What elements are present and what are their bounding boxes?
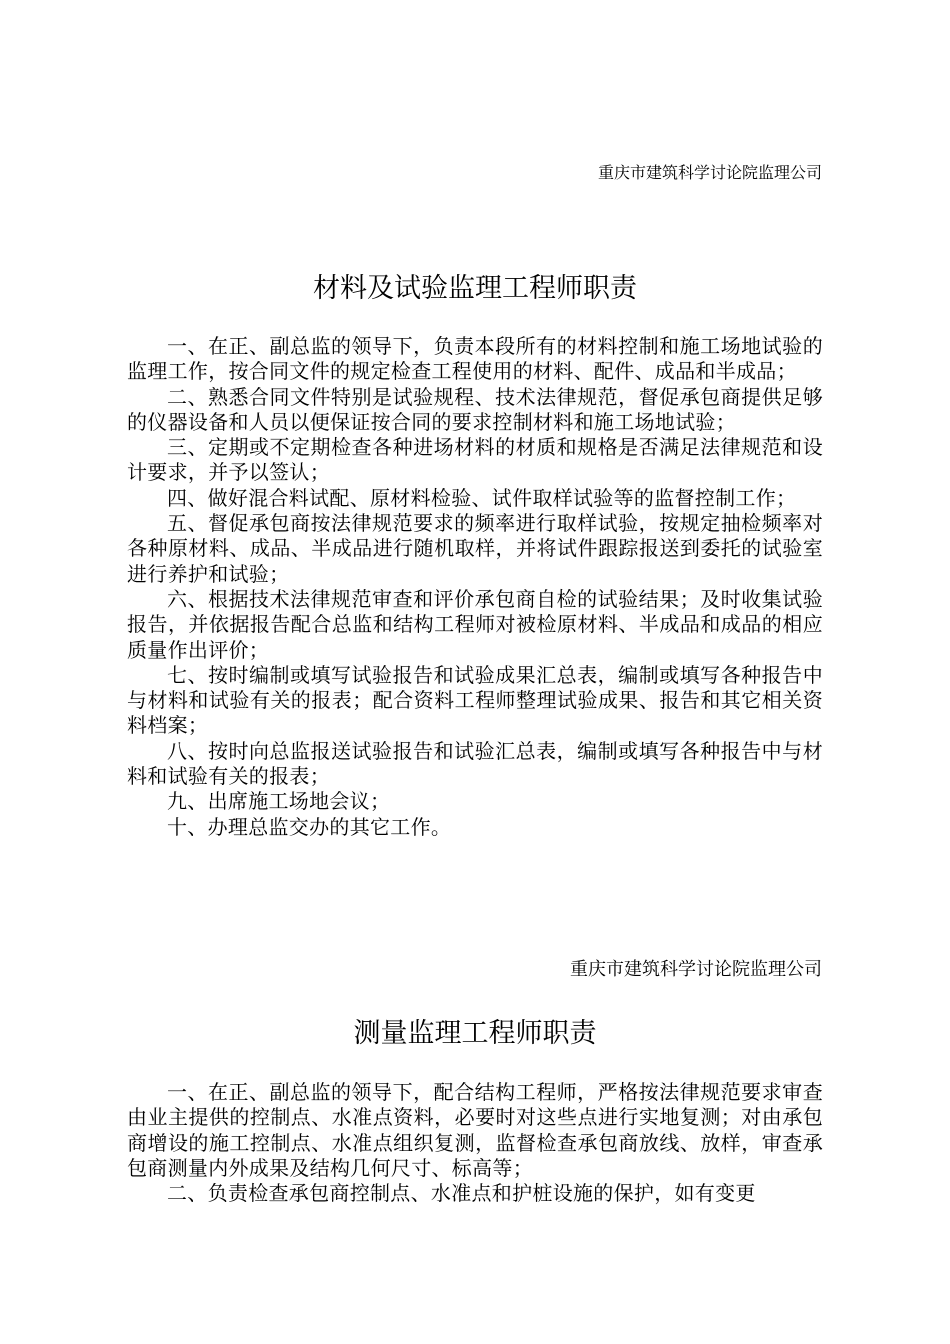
paragraph: 二、负责检查承包商控制点、水准点和护桩设施的保护，如有变更 <box>167 1181 756 1206</box>
section-body-surveying <box>127 1080 823 1206</box>
paragraph: 九、出席施工场地会议； <box>167 789 391 814</box>
paragraph: 七、按时编制或填写试验报告和试验成果汇总表，编制或填写各种报告中与材料和试验有关的报表；配合资料工程师整理试验成果、报告和其它相关资料档案； <box>127 662 823 738</box>
company-name: 重庆市建筑科学讨论院监理公司 <box>570 959 822 980</box>
paragraph: 一、在正、副总监的领导下，配合结构工程师，严格按法律规范要求审查由业主提供的控制点、水准点资料，必要时对这些点进行实地复测；对由承包商增设的施工控制点、水准点组织复测，监督检查承包商放线、放样，审查承包商测量内外成果及结构几何尺寸、标高等； <box>127 1080 823 1180</box>
paragraph: 二、熟悉合同文件特别是试验规程、技术法律规范，督促承包商提供足够的仪器设备和人员以便保证按合同的要求控制材料和施工场地试验； <box>127 384 823 434</box>
paragraph: 三、定期或不定期检查各种进场材料的材质和规格是否满足法律规范和设计要求，并予以签认； <box>127 435 823 485</box>
paragraph: 一、在正、副总监的领导下，负责本段所有的材料控制和施工场地试验的监理工作，按合同文件的规定检查工程使用的材料、配件、成品和半成品； <box>127 334 823 384</box>
company-name: 重庆市建筑科学讨论院监理公司 <box>597 163 822 182</box>
paragraph: 八、按时向总监报送试验报告和试验汇总表，编制或填写各种报告中与材料和试验有关的报表； <box>127 738 823 789</box>
paragraph: 六、根据技术法律规范审查和评价承包商自检的试验结果；及时收集试验报告，并依据报告配合总监和结构工程师对被检原材料、半成品和成品的相应质量作出评价； <box>127 586 823 662</box>
section-body-materials-testing <box>127 334 823 840</box>
section-title-surveying: 测量监理工程师职责 <box>353 1018 597 1049</box>
section-title-materials-testing: 材料及试验监理工程师职责 <box>313 273 637 304</box>
paragraph: 十、办理总监交办的其它工作。 <box>167 814 452 839</box>
paragraph: 四、做好混合料试配、原材料检验、试件取样试验等的监督控制工作； <box>167 485 797 510</box>
paragraph: 五、督促承包商按法律规范要求的频率进行取样试验，按规定抽检频率对各种原材料、成品、半成品进行随机取样，并将试件跟踪报送到委托的试验室进行养护和试验； <box>127 511 823 586</box>
